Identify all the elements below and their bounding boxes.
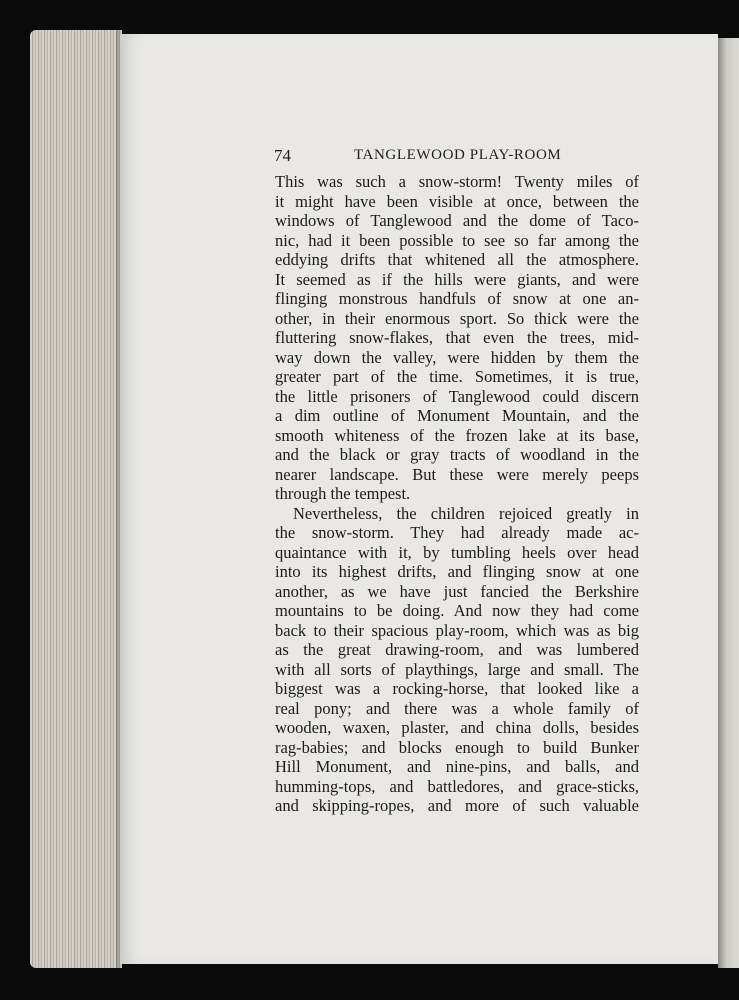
text-line: nic, had it been possible to see so far among the [275, 230, 639, 250]
text-line: greater part of the time. Sometimes, it is true, [275, 367, 639, 386]
text-line: wooden, waxen, plaster, and china dolls, besides [275, 718, 639, 737]
text-line: nearer landscape. But these were merely peeps [275, 464, 639, 484]
text-line: other, in their enormous sport. So thick were the [275, 308, 639, 328]
paragraph-1 [275, 172, 639, 504]
running-head [274, 146, 564, 166]
paragraph-2 [275, 504, 639, 816]
text-line: humming-tops, and battledores, and grace-sticks, [275, 776, 639, 796]
facing-page-edge [718, 38, 739, 968]
text-line: it might have been visible at once, between the [275, 191, 639, 211]
text-line: It seemed as if the hills were giants, and were [275, 269, 639, 289]
text-line: the snow-storm. They had already made ac- [275, 523, 639, 542]
text-line: flinging monstrous handfuls of snow at one an- [275, 289, 639, 308]
text-line: the little prisoners of Tanglewood could discern [275, 386, 639, 406]
text-line: This was such a snow-storm! Twenty miles of [275, 172, 639, 191]
body-text [275, 172, 639, 816]
text-line: a dim outline of Monument Mountain, and the [275, 406, 639, 425]
text-line: rag-babies; and blocks enough to build Bunker [275, 737, 639, 757]
text-line: eddying drifts that whitened all the atmosphere. [275, 250, 639, 269]
text-line: smooth whiteness of the frozen lake at its base, [275, 425, 639, 445]
text-line: into its highest drifts, and flinging snow at one [275, 562, 639, 581]
text-line: Hill Monument, and nine-pins, and balls, and [275, 757, 639, 776]
text-line: real pony; and there was a whole family of [275, 698, 639, 718]
text-line: another, as we have just fancied the Berkshire [275, 581, 639, 601]
text-line: and skipping-ropes, and more of such valuable [275, 796, 639, 815]
text-line: biggest was a rocking-horse, that looked like a [275, 679, 639, 698]
text-line: quaintance with it, by tumbling heels over head [275, 542, 639, 562]
page-number: 74 [274, 146, 291, 165]
text-line: mountains to be doing. And now they had come [275, 601, 639, 620]
text-line: and the black or gray tracts of woodland in the [275, 445, 639, 464]
text-line: through the tempest. [275, 484, 411, 503]
text-line: Nevertheless, the children rejoiced greatly in [293, 503, 639, 523]
text-line: windows of Tanglewood and the dome of Taco- [275, 211, 639, 230]
text-line: with all sorts of playthings, large and small. The [275, 659, 639, 679]
text-line: fluttering snow-flakes, that even the trees, mid- [275, 328, 639, 347]
text-line: way down the valley, were hidden by them the [275, 347, 639, 367]
text-line: back to their spacious play-room, which was as big [275, 620, 639, 640]
running-head-title: TANGLEWOOD PLAY-ROOM [354, 147, 562, 163]
text-line: as the great drawing-room, and was lumbered [275, 640, 639, 659]
page-edges [30, 30, 122, 968]
